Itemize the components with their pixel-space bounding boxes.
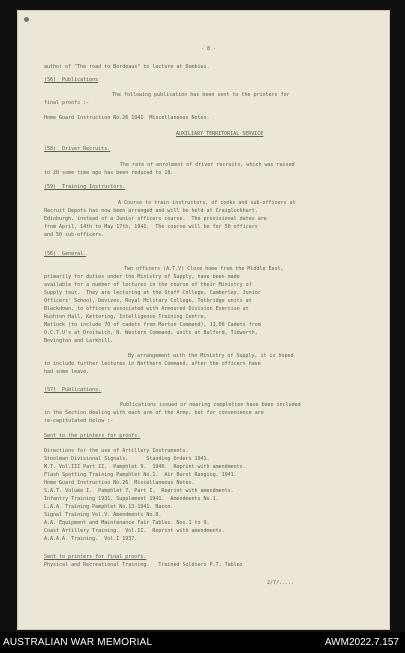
section-heading: Sent to the printers for proofs.: [44, 433, 141, 439]
text-line: to include further lectures in Northern Command, after the officers have: [44, 361, 261, 367]
text-line: primarily for duties under the Ministry of Supply, have been made: [44, 274, 240, 280]
page-number: - 8 -: [201, 46, 217, 52]
footer-accession-number: AWM2022.7.157: [324, 637, 399, 648]
text-line: The rate of enrolment of driver recruits, which was raised: [120, 162, 295, 168]
text-line: from April, 14th to May 17th, 1941. The course will be for 50 officers: [44, 224, 258, 230]
text-line: Stoolman Divisional Signals. Standing Orders 1941.: [44, 456, 210, 462]
text-line: Home Guard Instruction No.26 1941 Miscellaneous Notes.: [44, 115, 210, 121]
text-line: Two officers (A.T.V) Close home from the Middle East,: [124, 266, 284, 272]
text-line: Physical and Recreational Training. Trained Soldiers P.T. Tables: [44, 562, 243, 568]
text-line: Coast Artillery Training. Vol.II. Reprint with amendments.: [44, 528, 225, 534]
text-line: re-capitulated below :-: [44, 418, 114, 424]
text-line: Recruit Depots has now been arranged and will be held at Craiglockhart,: [44, 208, 258, 214]
section-heading: (56) Publications: [44, 77, 99, 83]
punch-hole: [24, 17, 29, 22]
text-line: A.A. Equipment and Maintenance Fair Tables. Nos.1 to 9.: [44, 520, 210, 526]
section-heading: AUXILIARY TERRITORIAL SERVICE: [176, 131, 264, 137]
section-heading: (59) Training Instructors.: [44, 184, 126, 190]
text-line: Signal Training Vol.V. Amendments No.8.: [44, 512, 162, 518]
text-line: Bovington and Larkhill.: [44, 338, 114, 344]
section-heading: Sent to printers for final proofs.: [44, 554, 147, 560]
text-line: 2/7/.....: [267, 580, 295, 586]
section-heading: (56) General.: [44, 251, 87, 257]
text-line: had some leave.: [44, 369, 90, 375]
text-line: L.A.A. Training Pamphlet No.13-1941. Bacon.: [44, 504, 174, 510]
text-line: M.T. Vol.III Part II. Pamphlet 9. 1940. Reprint with amendments.: [44, 464, 246, 470]
section-heading: (57) Publications.: [44, 387, 102, 393]
text-line: O.C.T.U's at Droitwich, N. Western Command, units at Bulford, Tidworth,: [44, 330, 258, 336]
text-line: Blackdown, to officers associated with Armoured Division Exercise at: [44, 306, 249, 312]
text-line: By arrangement with the Ministry of Supply, it is hoped: [128, 353, 294, 359]
text-line: author of "The road to Bordeaux" to lecture at Dombies.: [44, 64, 210, 70]
text-line: and 50 sub-officers.: [44, 232, 105, 238]
text-line: Publications issued or nearing completion have been included: [120, 402, 301, 408]
text-line: A.A.A.A. Training. Vol.I 1937.: [44, 536, 138, 542]
text-line: The following publication has been sent to the printers for: [112, 92, 290, 98]
text-line: available for a number of lectures in the course of their Ministry of: [44, 282, 252, 288]
text-line: Flash Spotting Training Pamphlet No.1. Air Burst Ranging, 1941.: [44, 472, 237, 478]
text-line: Rushton Hall, Kettering, Intelligence Training Centre,: [44, 314, 207, 320]
footer-institution: AUSTRALIAN WAR MEMORIAL: [3, 637, 153, 648]
text-line: final proofs :-: [44, 100, 90, 106]
section-heading: (58) Driver Recruits.: [44, 146, 111, 152]
footer-bar: [0, 632, 405, 653]
text-line: S.A.T. Volume I. Pamphlet 7, Part I. Reprint with amendments.: [44, 488, 234, 494]
text-line: Infantry Training 1931. Supplement 1941. Amendments No.1.: [44, 496, 219, 502]
text-line: Supply tour. They are lecturing at the Staff College, Camberley, Junior: [44, 290, 261, 296]
text-line: Home Guard Instruction No.26 Miscellaneous Notes.: [44, 480, 195, 486]
text-line: Directions for the use of Artillery Instruments.: [44, 448, 189, 454]
text-line: to 20 some time ago has been reduced to 18.: [44, 170, 174, 176]
text-line: Matlock (to include 70 of cadets from Morton Command), 11,00 Cadets from: [44, 322, 261, 328]
text-line: A Course to train instructors, of cooks and sub-officers at: [118, 200, 296, 206]
text-line: Officers' School, Devizes, Royal Military College, Tetbridge units at: [44, 298, 252, 304]
text-line: in the Section dealing with each arm of the Army, but for convenience are: [44, 410, 264, 416]
text-line: Edinburgh, instead of a Junior officers course. The provisional dates are: [44, 216, 267, 222]
